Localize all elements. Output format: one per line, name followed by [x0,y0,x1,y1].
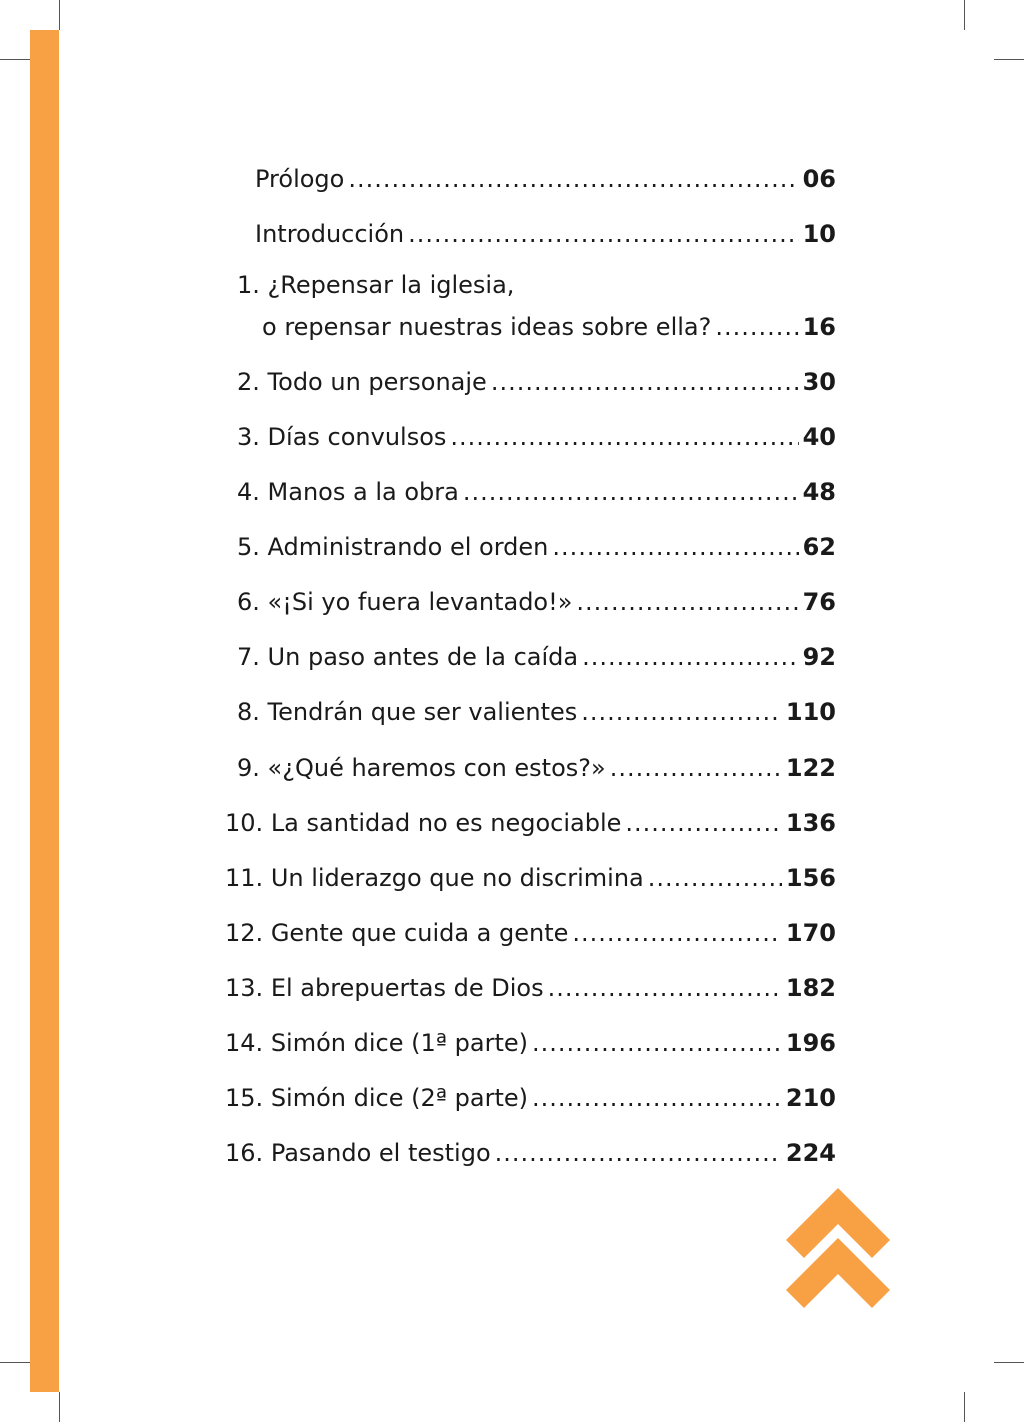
toc-entry-title: Prólogo [255,165,345,193]
toc-entry-page: 48 [802,478,836,506]
toc-entry-page: 06 [802,165,836,193]
toc-entry-title: Pasando el testigo [270,1139,491,1167]
toc-entry-page: 40 [802,423,836,451]
toc-entry-number: 16. [225,1139,264,1167]
toc-entry-title: Tendrán que ser valientes [267,698,578,726]
toc-entry-2[interactable] [0,357,836,397]
toc-entry-9[interactable] [0,743,836,783]
toc-entry-page: 182 [785,974,836,1002]
toc-entry-title: o repensar nuestras ideas sobre ella? [262,313,712,341]
toc-entry-6[interactable] [0,577,836,617]
toc-entry-number: 8. [237,698,260,726]
dot-leader [625,808,782,838]
toc-entry-number: 12. [225,919,264,947]
dot-leader [552,532,798,562]
toc-entry-page: 16 [802,313,836,341]
toc-entry-title: Días convulsos [267,423,447,451]
toc-entry-11[interactable] [0,853,836,893]
toc-entry-number: 5. [237,533,260,561]
toc-entry-page: 224 [785,1139,836,1167]
toc-entry-7[interactable] [0,632,836,672]
toc-entry-14[interactable] [0,1018,836,1058]
dot-leader [348,164,798,194]
toc-entry-introduccion[interactable] [0,209,836,249]
toc-entry-title: «¡Si yo fuera levantado!» [267,588,573,616]
toc-entry-title: Todo un personaje [267,368,487,396]
double-chevron-up-icon [786,1188,890,1308]
toc-entry-8[interactable] [0,687,836,727]
toc-entry-title: Un liderazgo que no discrimina [270,864,644,892]
toc-entry-title: Introducción [255,220,405,248]
toc-entry-page: 110 [785,698,836,726]
dot-leader [610,753,782,783]
toc-entry-number: 10. [225,809,264,837]
toc-entry-page: 156 [785,864,836,892]
dot-leader [532,1083,782,1113]
toc-entry-number: 7. [237,643,260,671]
toc-entry-page: 30 [802,368,836,396]
toc-entry-15[interactable] [0,1073,836,1113]
toc-entry-title: La santidad no es negociable [270,809,622,837]
toc-entry-page: 196 [785,1029,836,1057]
toc-entry-page: 122 [785,754,836,782]
toc-entry-prologo[interactable] [0,154,836,194]
toc-entry-page: 10 [802,220,836,248]
dot-leader [495,1138,782,1168]
toc-entry-number: 13. [225,974,264,1002]
toc-entry-number: 4. [237,478,260,506]
toc-entry-title-line1: ¿Repensar la iglesia, [267,271,515,299]
toc-entry-page: 210 [785,1084,836,1112]
toc-entry-4[interactable] [0,467,836,507]
dot-leader [572,918,781,948]
toc-entry-13[interactable] [0,963,836,1003]
dot-leader [408,219,798,249]
dot-leader [532,1028,782,1058]
dot-leader [581,697,782,727]
dot-leader [648,863,782,893]
toc-entry-title: Simón dice (1ª parte) [270,1029,529,1057]
toc-entry-number: 11. [225,864,264,892]
toc-entry-title: Administrando el orden [267,533,549,561]
toc-entry-12[interactable] [0,908,836,948]
toc-entry-number: 9. [237,754,260,782]
toc-entry-number: 15. [225,1084,264,1112]
toc-entry-page: 92 [802,643,836,671]
toc-entry-page: 170 [785,919,836,947]
toc-entry-number: 3. [237,423,260,451]
toc-entry-title: Simón dice (2ª parte) [270,1084,529,1112]
toc-entry-1[interactable] [0,302,836,342]
toc-entry-5[interactable] [0,522,836,562]
dot-leader [548,973,782,1003]
dot-leader [582,642,799,672]
toc-entry-page: 62 [802,533,836,561]
dot-leader [463,477,799,507]
toc-entry-title: Gente que cuida a gente [270,919,569,947]
toc-entry-number: 1. [237,271,260,299]
toc-entry-title: El abrepuertas de Dios [270,974,544,1002]
toc-entry-title: «¿Qué haremos con estos?» [267,754,606,782]
toc-entry-16[interactable] [0,1128,836,1168]
toc-entry-title: Manos a la obra [267,478,459,506]
dot-leader [715,312,798,342]
toc-entry-3[interactable] [0,412,836,452]
toc-entry-1-line1[interactable] [237,270,514,300]
toc-entry-number: 2. [237,368,260,396]
dot-leader [491,367,799,397]
toc-entry-title: Un paso antes de la caída [267,643,579,671]
toc-entry-page: 136 [785,809,836,837]
dot-leader [576,587,798,617]
dot-leader [450,422,798,452]
toc-entry-page: 76 [802,588,836,616]
toc-entry-10[interactable] [0,798,836,838]
toc-entry-number: 6. [237,588,260,616]
toc-entry-number: 14. [225,1029,264,1057]
